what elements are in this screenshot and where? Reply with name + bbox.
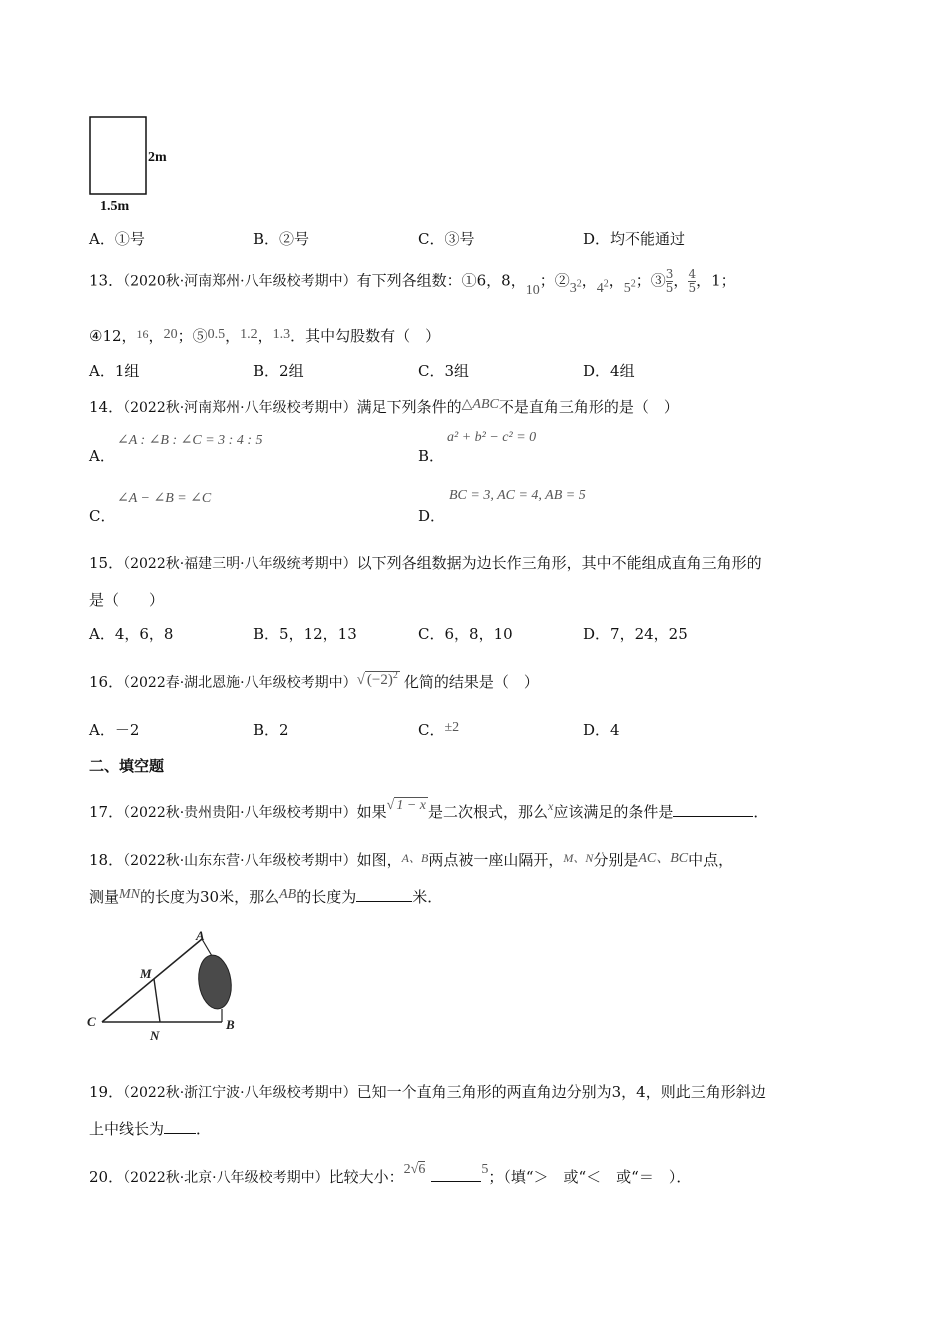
q14-label-d: D． xyxy=(418,507,446,525)
q13-stem: 有下列各组数：①6，8， xyxy=(356,271,526,290)
q18-ab2: AB xyxy=(279,887,297,902)
q13-line1: 13．（2020秋·河南郑州·八年级校考期中）有下列各组数：①6，8，10；$②3^2$，$4^2$，$5^2$；③ $\frac{3}{5}$ ， $\frac{4}{5}$ ，1； xyxy=(89,267,736,298)
section-title: 二、填空题 xyxy=(89,757,165,775)
mountain-shape xyxy=(195,953,234,1011)
q18-line2-a: 测量 xyxy=(89,888,120,906)
q13-g5-prefix: ；⑤ xyxy=(177,327,208,345)
q14-stem-b: 不是直角三角形的是（ ） xyxy=(498,398,679,416)
q20-answer-blank[interactable] xyxy=(431,1167,481,1182)
q13-g3-end: ，1； xyxy=(696,271,736,290)
q13-option-d: D．4组 xyxy=(583,362,635,380)
q13-frac1-den: 5 xyxy=(665,281,674,296)
q15-number: 15． xyxy=(89,554,124,572)
q16-radicand: (−2) xyxy=(366,672,393,688)
q12-rectangle-figure xyxy=(84,110,184,220)
q17-source: （2022秋·贵州贵阳·八年级校考期中） xyxy=(123,805,357,821)
q15-option-c: C．6，8，10 xyxy=(418,625,513,643)
q20-rhs: 5 xyxy=(481,1162,489,1177)
q18-mn: M、N xyxy=(563,851,594,865)
q13-g2-b-exp: 2 xyxy=(603,278,609,290)
q18-text-b: 两点被一座山隔开， xyxy=(428,851,564,869)
q18-text-c: 分别是 xyxy=(593,851,639,869)
q14-number: 14． xyxy=(89,398,124,416)
q18-acbc: AC、BC xyxy=(638,851,689,866)
q13-line2: ④12，$^{16}$，20；⑤0.5，1.2，1.3．其中勾股数有（ ） xyxy=(89,327,441,345)
label-n: N xyxy=(150,1028,160,1043)
q18-ab: A、B xyxy=(401,851,429,865)
q17-var: x xyxy=(548,799,554,813)
q20-number: 20． xyxy=(89,1168,124,1186)
q19-source: （2022秋·浙江宁波·八年级校考期中） xyxy=(123,1085,357,1101)
q14-source: （2022秋·河南郑州·八年级校考期中） xyxy=(123,400,357,416)
q19-line2 xyxy=(89,1118,211,1139)
q18-number: 18． xyxy=(89,851,124,869)
q19-number: 19． xyxy=(89,1083,124,1101)
q18-triangle-figure xyxy=(82,925,252,1050)
q20-stem xyxy=(89,1162,692,1187)
q16-option-d: D．4 xyxy=(583,721,620,739)
q14-formula-a: ∠A : ∠B : ∠C = 3 : 4 : 5 xyxy=(117,433,263,448)
label-b: B xyxy=(226,1017,235,1032)
q16-stem xyxy=(89,671,539,692)
q17-number: 17． xyxy=(89,803,124,821)
q14-formula-d: BC = 3, AC = 4, AB = 5 xyxy=(449,488,586,503)
q13-g1-c: 10 xyxy=(525,282,540,298)
q15-source: （2022秋·福建三明·八年级统考期中） xyxy=(123,556,357,572)
q19-end: ． xyxy=(196,1120,212,1138)
q20-radicand: 6 xyxy=(418,1162,426,1177)
width-label: 1.5m xyxy=(100,199,130,214)
q18-text-a: 如图， xyxy=(356,851,402,869)
q18-mn2: MN xyxy=(119,887,141,902)
q13-frac2-den: 5 xyxy=(688,281,697,296)
q14-label-c: C． xyxy=(89,507,116,525)
q16-sqrt: √ $(-2)^2$ xyxy=(356,670,398,688)
q13-g2-prefix: ；② xyxy=(539,271,570,290)
q16-option-b: B．2 xyxy=(253,721,289,739)
q14-stem-a: 满足下列条件的 xyxy=(356,398,462,416)
q14-label-a: A． xyxy=(89,447,115,465)
q17-radicand: 1 − x xyxy=(396,798,426,813)
q13-g5-a: 0.5 xyxy=(207,327,226,342)
q20-tail: ；（填“＞ 或“＜ 或“＝ ）． xyxy=(488,1168,692,1186)
q17-end: ． xyxy=(753,803,769,821)
q16-option-c-label: C． xyxy=(418,721,445,739)
q14-formula-b: a² + b² − c² = 0 xyxy=(447,430,537,445)
q14-formula-c: ∠A − ∠B = ∠C xyxy=(117,491,212,506)
segment-mn xyxy=(154,979,160,1022)
q13-g4-c: 20 xyxy=(163,327,178,342)
label-m: M xyxy=(140,966,152,981)
q13-g2-c-exp: 2 xyxy=(630,278,636,290)
q18-answer-blank[interactable] xyxy=(356,887,412,902)
q17-text-c: 应该满足的条件是 xyxy=(553,803,674,821)
q13-option-c: C．3组 xyxy=(418,362,470,380)
q20-source: （2022秋·北京·八年级校考期中） xyxy=(123,1170,329,1186)
q13-g2-a: 3 xyxy=(569,280,577,296)
q16-option-c xyxy=(418,719,459,740)
q18-text-d: 中点， xyxy=(688,851,734,869)
label-c: C xyxy=(87,1014,96,1029)
q15-stem-line1 xyxy=(89,552,762,573)
rectangle-shape xyxy=(90,117,146,194)
q13-g2-a-exp: 2 xyxy=(576,278,582,290)
q20-lhs: 2√6 xyxy=(403,1162,426,1177)
q13-number: 13． xyxy=(89,271,124,290)
q12-option-c: C．③号 xyxy=(418,230,475,248)
q13-g5-b: 1.2 xyxy=(240,327,258,342)
q18-line2-d: 米． xyxy=(412,888,443,906)
q13-frac1-num: 3 xyxy=(665,267,674,281)
q14-triangle: △ABC xyxy=(461,397,499,412)
q16-source: （2022春·湖北恩施·八年级校考期中） xyxy=(123,675,357,691)
q13-frac2-num: 4 xyxy=(688,267,697,281)
q13-frac1 xyxy=(666,268,674,295)
q16-stem-text: 化简的结果是（ ） xyxy=(403,673,539,691)
q19-line1 xyxy=(89,1081,766,1102)
q17-stem xyxy=(89,798,769,822)
q16-exp: 2 xyxy=(392,670,398,681)
q12-option-d: D．均不能通过 xyxy=(583,230,686,248)
q16-number: 16． xyxy=(89,673,124,691)
q17-text-a: 如果 xyxy=(356,803,387,821)
q13-frac2 xyxy=(688,268,696,295)
label-a: A xyxy=(196,928,205,943)
q16-option-a: A．－2 xyxy=(89,721,140,739)
q20-coef: 2 xyxy=(403,1162,411,1177)
q19-stem-b: 上中线长为 xyxy=(89,1120,165,1138)
q18-line2 xyxy=(89,886,442,907)
q15-option-d: D．7，24，25 xyxy=(583,625,688,643)
q13-g3-prefix: ；③ xyxy=(635,271,666,290)
q18-line2-c: 的长度为 xyxy=(296,888,357,906)
q16-option-c-math: ±2 xyxy=(444,720,460,735)
q14-label-b: B． xyxy=(418,447,445,465)
q13-option-a: A．1组 xyxy=(89,362,140,380)
q18-line2-b: 的长度为30米，那么 xyxy=(140,888,280,906)
q15-stem-line2: 是（ ） xyxy=(89,591,165,609)
q15-option-a: A．4，6，8 xyxy=(89,625,174,643)
q17-text-b: 是二次根式，那么 xyxy=(428,803,549,821)
q15-option-b: B．5，12，13 xyxy=(253,625,357,643)
q13-line2-end: ．其中勾股数有（ ） xyxy=(290,327,441,345)
q17-sqrt: √ 1 − x xyxy=(386,798,426,813)
q18-line1 xyxy=(89,849,733,870)
q13-g4-b: 16 xyxy=(136,327,149,341)
side-ca xyxy=(102,939,202,1022)
q19-stem-a: 已知一个直角三角形的两直角边分别为3，4，则此三角形斜边 xyxy=(356,1083,766,1101)
q15-stem-a: 以下列各组数据为边长作三角形，其中不能组成直角三角形的 xyxy=(356,554,762,572)
q13-source: （2020秋·河南郑州·八年级校考期中） xyxy=(123,273,357,290)
q18-source: （2022秋·山东东营·八年级校考期中） xyxy=(123,853,357,869)
q13-g2-c: 5 xyxy=(623,280,631,296)
q14-stem xyxy=(89,396,679,417)
q13-g2-b: 4 xyxy=(596,280,604,296)
q12-option-b: B．②号 xyxy=(253,230,310,248)
height-label: 2m xyxy=(148,150,167,165)
q13-g5-c: 1.3 xyxy=(272,327,291,342)
q13-option-b: B．2组 xyxy=(253,362,304,380)
q17-answer-blank[interactable] xyxy=(673,802,753,817)
q12-option-a: A．①号 xyxy=(89,230,145,248)
q13-line2-start: ④12， xyxy=(89,327,137,345)
q20-text-a: 比较大小： xyxy=(328,1168,404,1186)
q19-answer-blank[interactable] xyxy=(164,1119,196,1134)
